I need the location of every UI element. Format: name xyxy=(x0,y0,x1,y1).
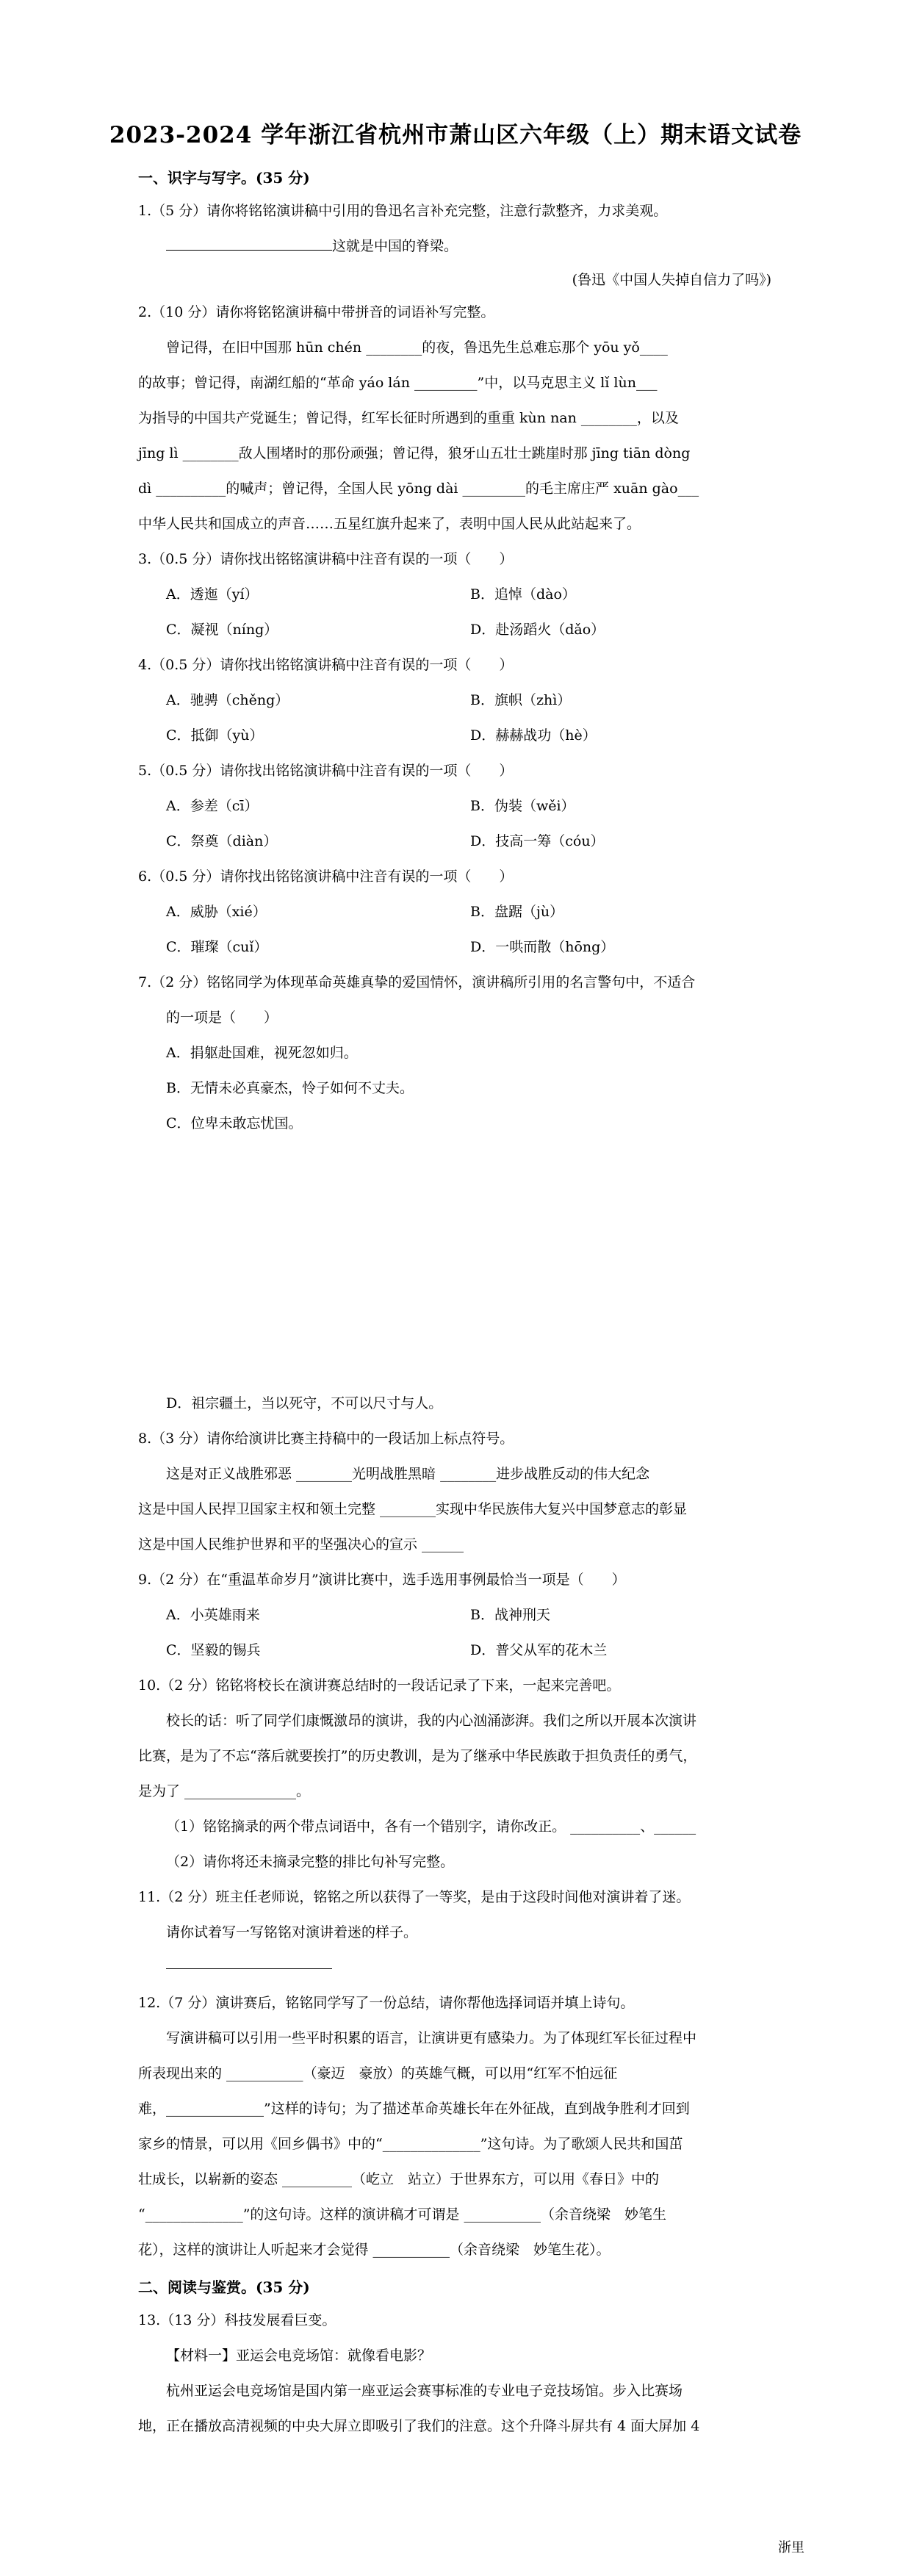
page-footer: 浙里 xyxy=(778,2540,804,2555)
option-d[interactable]: D．普父从军的花木兰 xyxy=(470,1642,608,1658)
question-1: 1.（5 分）请你将铭铭演讲稿中引用的鲁迅名言补充完整，注意行款整齐，力求美观。 xyxy=(138,203,668,219)
question-10-line-1: 校长的话：听了同学们康慨激昂的演讲，我的内心汹涌澎湃。我们之所以开展本次演讲 xyxy=(166,1713,697,1729)
question-5: 5.（0.5 分）请你找出铭铭演讲稿中注音有误的一项（ ） xyxy=(138,763,514,779)
exam-title: 2023-2024 学年浙江省杭州市萧山区六年级（上）期末语文试卷 xyxy=(109,122,802,148)
answer-blank[interactable] xyxy=(166,1957,332,1969)
option-d[interactable]: D．一哄而散（hōng） xyxy=(470,939,615,955)
option-d[interactable]: D．赴汤蹈火（dǎo） xyxy=(470,622,605,638)
section-1-heading: 一、识字与写字。(35 分) xyxy=(138,169,310,187)
question-10-sub-1: （1）铭铭摘录的两个带点词语中，各有一个错别字，请你改正。 __________、______ xyxy=(166,1818,696,1835)
question-10-line-2: 比赛，是为了不忘“落后就要挨打”的历史教训，是为了继承中华民族敢于担负责任的勇气， xyxy=(138,1748,697,1764)
question-2-line-1: 曾记得，在旧中国那 hūn chén ________的夜，鲁迅先生总难忘那个 yōu yǒ____ xyxy=(166,339,668,356)
option-a[interactable]: A．威胁（xié） xyxy=(166,904,267,920)
question-8-line-2: 这是中国人民捍卫国家主权和领土完整 ________实现中华民族伟大复兴中国梦意志的彰显 xyxy=(138,1501,688,1517)
question-4: 4.（0.5 分）请你找出铭铭演讲稿中注音有误的一项（ ） xyxy=(138,657,514,673)
question-9: 9.（2 分）在“重温革命岁月”演讲比赛中，选手选用事例最恰当一项是（ ） xyxy=(138,1572,626,1588)
question-12-line-7: 花），这样的演讲让人听起来才会觉得 ___________（余音绕梁 妙笔生花）。 xyxy=(138,2242,611,2258)
question-10-line-3: 是为了 ________________。 xyxy=(138,1783,311,1799)
option-a[interactable]: A．透迤（yí） xyxy=(166,586,259,602)
question-7: 7.（2 分）铭铭同学为体现革命英雄真挚的爱国情怀，演讲稿所引用的名言警句中，不适合 xyxy=(138,974,696,990)
option-a[interactable]: A．参差（cī） xyxy=(166,798,259,814)
option-b[interactable]: B．战神刑天 xyxy=(470,1607,550,1623)
question-12-line-3: 难，______________”这样的诗句；为了描述革命英雄长年在外征战，直到战争胜利才回到 xyxy=(138,2101,690,2117)
option-c[interactable]: C．坚毅的锡兵 xyxy=(166,1642,261,1658)
question-2-line-3: 为指导的中国共产党诞生；曾记得，红军长征时所遇到的重重 kùn nan ________，以及 xyxy=(138,410,679,426)
question-13: 13.（13 分）科技发展看巨变。 xyxy=(138,2312,336,2328)
question-12-line-4: 家乡的情景，可以用《回乡偶书》中的“______________”这句诗。为了歌颂人民共和国茁 xyxy=(138,2136,683,2152)
question-12-line-1: 写演讲稿可以引用一些平时积累的语言，让演讲更有感染力。为了体现红军长征过程中 xyxy=(166,2030,697,2046)
answer-blank[interactable] xyxy=(166,238,332,251)
option-d[interactable]: D．赫赫战功（hè） xyxy=(470,727,597,744)
option-b[interactable]: B．盘踞（jù） xyxy=(470,904,564,920)
option-c[interactable]: C．璀璨（cuǐ） xyxy=(166,939,268,955)
question-12-line-5: 壮成长，以崭新的姿态 __________（屹立 站立）于世界东方，可以用《春日》中的 xyxy=(138,2171,660,2187)
question-3: 3.（0.5 分）请你找出铭铭演讲稿中注音有误的一项（ ） xyxy=(138,551,514,567)
question-11-answer-line xyxy=(166,1957,332,1973)
option-b[interactable]: B．无情未必真豪杰，怜子如何不丈夫。 xyxy=(166,1080,414,1096)
question-12-line-2: 所表现出来的 ___________（豪迈 豪放）的英雄气概，可以用“红军不怕远征 xyxy=(138,2065,618,2082)
question-8-line-1: 这是对正义战胜邪恶 ________光明战胜黑暗 ________进步战胜反动的伟大纪念 xyxy=(166,1466,650,1482)
question-1-answer-line xyxy=(166,235,458,255)
question-2-line-6: 中华人民共和国成立的声音……五星红旗升起来了，表明中国人民从此站起来了。 xyxy=(138,516,641,532)
question-6: 6.（0.5 分）请你找出铭铭演讲稿中注音有误的一项（ ） xyxy=(138,868,514,885)
option-d[interactable]: D．祖宗疆土，当以死守，不可以尺寸与人。 xyxy=(166,1395,443,1411)
option-c[interactable]: C．祭奠（diàn） xyxy=(166,833,278,849)
question-12: 12.（7 分）演讲赛后，铭铭同学写了一份总结，请你帮他选择词语并填上诗句。 xyxy=(138,1995,635,2011)
question-2-line-5: dì __________的喊声；曾记得，全国人民 yōng dài _________的毛主席庄严 xuān gào___ xyxy=(138,481,699,497)
question-1-source: (鲁迅《中国人失掉自信力了吗》) xyxy=(572,272,771,288)
option-b[interactable]: B．旗帜（zhì） xyxy=(470,692,572,708)
option-a[interactable]: A．捐躯赴国难，视死忽如归。 xyxy=(166,1045,358,1061)
material-1-line-1: 杭州亚运会电竞场馆是国内第一座亚运会赛事标准的专业电子竞技场馆。步入比赛场 xyxy=(166,2383,683,2399)
question-8-line-3: 这是中国人民维护世界和平的坚强决心的宣示 ______ xyxy=(138,1536,464,1553)
option-d[interactable]: D．技高一筹（cóu） xyxy=(470,833,605,849)
option-c[interactable]: C．凝视（níng） xyxy=(166,622,278,638)
question-2-line-4: jīng lì ________敌人围堵时的那份顽强；曾记得，狼牙山五壮士跳崖时那 jīng tiān dòng xyxy=(138,445,691,461)
question-12-line-6: “______________”的这句诗。这样的演讲稿才可谓是 ___________（余音绕梁 妙笔生 xyxy=(138,2206,666,2223)
section-2-heading: 二、阅读与鉴赏。(35 分) xyxy=(138,2278,310,2296)
question-11: 11.（2 分）班主任老师说，铭铭之所以获得了一等奖，是由于这段时间他对演讲着了迷。 xyxy=(138,1889,691,1905)
option-c[interactable]: C．抵御（yù） xyxy=(166,727,264,744)
option-c[interactable]: C．位卑未敢忘忧国。 xyxy=(166,1115,303,1132)
question-2: 2.（10 分）请你将铭铭演讲稿中带拼音的词语补写完整。 xyxy=(138,304,495,320)
question-8: 8.（3 分）请你给演讲比赛主持稿中的一段话加上标点符号。 xyxy=(138,1431,514,1447)
question-10-sub-2: （2）请你将还未摘录完整的排比句补写完整。 xyxy=(166,1854,455,1870)
option-a[interactable]: A．小英雄雨来 xyxy=(166,1607,260,1623)
question-10: 10.（2 分）铭铭将校长在演讲赛总结时的一段话记录了下来，一起来完善吧。 xyxy=(138,1677,621,1694)
material-1-heading: 【材料一】亚运会电竞场馆：就像看电影？ xyxy=(166,2347,432,2364)
material-1-line-2: 地，正在播放高清视频的中央大屏立即吸引了我们的注意。这个升降斗屏共有 4 面大屏加 4 xyxy=(138,2418,700,2434)
question-11-line-2: 请你试着写一写铭铭对演讲着迷的样子。 xyxy=(166,1924,418,1940)
option-b[interactable]: B．伪装（wěi） xyxy=(470,798,575,814)
option-b[interactable]: B．追悼（dào） xyxy=(470,586,576,602)
question-1-tail: 这就是中国的脊梁。 xyxy=(332,238,458,254)
question-7-line-2: 的一项是（ ） xyxy=(166,1010,278,1026)
question-2-line-2: 的故事；曾记得，南湖红船的“革命 yáo lán _________”中，以马克思主义 lǐ lùn___ xyxy=(138,375,658,391)
option-a[interactable]: A．驰骋（chěng） xyxy=(166,692,289,708)
